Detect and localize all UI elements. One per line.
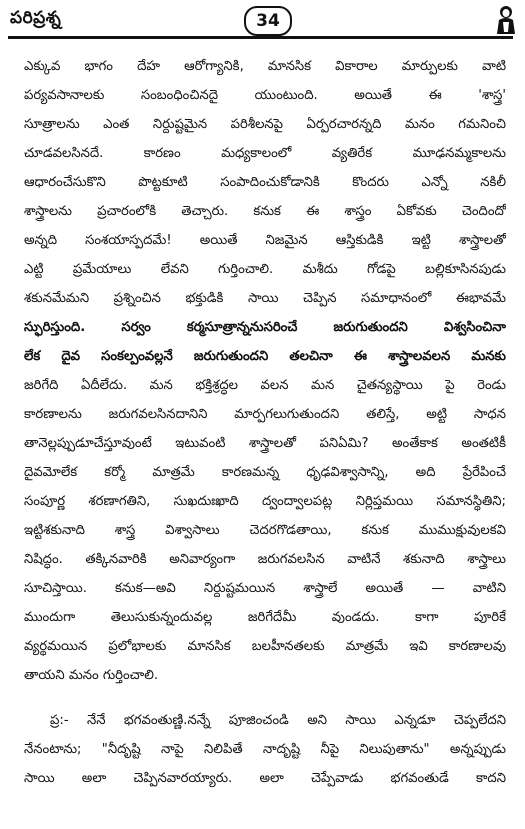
paragraph-main <box>24 52 506 690</box>
body-text <box>24 52 506 793</box>
text-line: దైవమోలేక కర్మో మాత్రమే కారణమన్న ధృఢవిశ్వాసాన్ని, అది ప్రేరేపించే <box>24 465 506 480</box>
text-line: సూత్రాలను ఎంత నిర్దుష్టమైన పరిశీలనపై ఏర్పరచారన్నది మనం గమనించి <box>24 117 506 132</box>
page-header <box>8 6 517 42</box>
text-line: జరిగేది ఏదీలేదు. మన భక్తిశ్రద్ధల వలన మన చైతన్యస్థాయి పై రెండు <box>24 378 506 393</box>
sai-baba-emblem-icon <box>495 4 517 36</box>
text-line: వ్యర్థమయిన ప్రలోభాలకు మానసిక బలహీనతలకు మాత్రమే ఇవి కారణాలవు <box>24 639 506 654</box>
header-rule <box>8 36 513 39</box>
question-paragraph <box>24 706 506 793</box>
question-line: సాయి అలా చెప్పినవారయ్యారు. అలా చెప్పేవాడు భగవంతుడే కాదని <box>24 771 506 786</box>
text-line: తాయని మనం గుర్తించాలి. <box>24 668 159 683</box>
question-line: నేనంటాను; "నీదృష్టి నాపై నిలిపితే నాదృష్టి నీపై నిలుపుతాను" అన్నప్పుడు <box>24 742 506 757</box>
text-line: ఆధారంచేసుకొని పొట్టకూటి సంపాదించుకోడానికి కొందరు ఎన్నో నకిలీ <box>24 175 506 190</box>
text-line: శకునమేమని ప్రశ్నించిన భక్తుడికి సాయి చెప్పిన సమాధానంలో ఈభావమే <box>24 291 506 306</box>
page-number: 34 <box>244 6 292 36</box>
text-line: ఎట్టి ప్రమేయాలు లేవని గుర్తించాలి. మశీదు గోడపై బల్లికూసినపుడు <box>24 262 506 277</box>
text-line: ఎక్కువ భాగం దేహ ఆరోగ్యానికి, మానసిక వికారాల మార్పులకు వాటి <box>24 59 506 74</box>
text-line: శాస్త్రాలను ప్రచారంలోకి తెచ్చారు. కనుక ఈ శాస్త్రం ఏకోవకు చెందిందో <box>24 204 506 219</box>
text-line: సంపూర్ణ శరణాగతిని, సుఖదుఃఖాది ద్వంద్వాలపట్ల నిర్లిప్తమయి సమానస్థితిని; <box>24 494 506 509</box>
text-line: పర్యవసానాలకు సంబంధించినదై యుంటుంది. అయితే ఈ 'శాస్త్ర' <box>24 88 506 103</box>
text-line: అన్నది సంశయాస్పదమే! అయితే నిజమైన ఆస్తికుడికి ఇట్టి శాస్త్రాలతో <box>24 233 506 248</box>
text-line: ముందుగా తెలుసుకున్నందువల్ల జరిగేదేమీ వుండదు. కాగా పూరికే <box>24 610 506 625</box>
question-line: ప్ర:- నేనే భగవంతుణ్ణి.నన్నే పూజించండి అని సాయి ఎన్నడూ చెప్పలేదని <box>50 713 506 728</box>
text-line: సూచిస్తాయి. కనుక—అవి నిర్దుష్టమయిన శాస్త్రాలే అయితే — వాటిని <box>24 581 506 596</box>
text-line: నిషిద్ధం. తక్కినవారికి అనివార్యంగా జరుగవలసిన వాటినే శకునాది శాస్త్రాలు <box>24 552 506 567</box>
text-line: కారణాలను జరుగవలసినదానిని మార్పగలుగుతుందని తలిస్తే, అట్టి సాధన <box>24 407 506 422</box>
paragraph-gap <box>24 690 506 706</box>
text-line: చూడవలసినదే. కారణం మధ్యకాలంలో వ్యతిరేక మూఢనమ్మకాలను <box>24 146 506 161</box>
text-line: లేక దైవ సంకల్పంవల్లనే జరుగుతుందని తలచినా ఈ శాస్త్రాలవలన మనకు <box>24 349 506 364</box>
running-title: పరిప్రశ్న <box>10 8 62 28</box>
text-line: స్ఫురిస్తుంది. సర్వం కర్మసూత్రాన్ననుసరించే జరుగుతుందని విశ్వసించినా <box>24 320 506 335</box>
text-line: ఇట్టిశకునాది శాస్త్ర విశ్వాసాలు చెదరగొడతాయి, కనుక ముముక్షువులకవి <box>24 523 506 538</box>
text-line: తానెల్లప్పుడూచేస్తూవుంటే ఇటువంటి శాస్త్రాలతో పనిఏమి? అంతేకాక అంతటికీ <box>24 436 506 451</box>
